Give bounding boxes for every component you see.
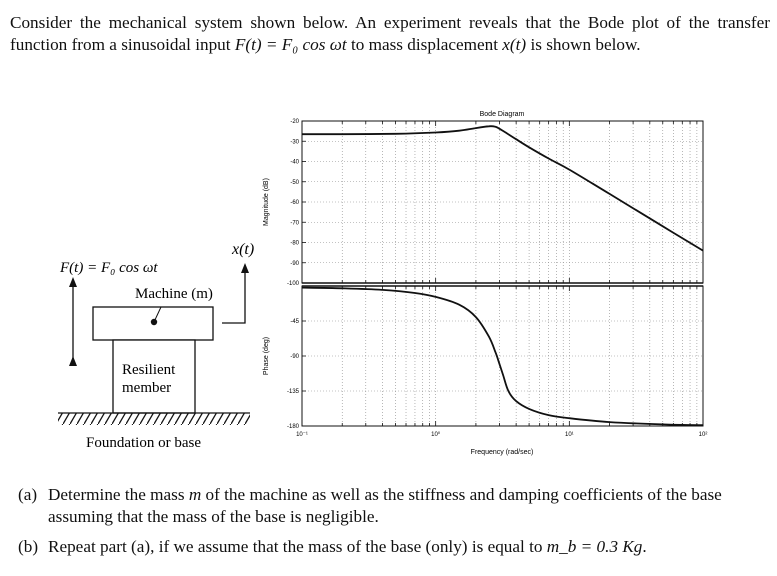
input-expression: F(t) = F₀ cos ωt bbox=[234, 35, 347, 54]
magnitude-tick-label: -80 bbox=[290, 240, 299, 247]
question-text-part: . bbox=[642, 537, 647, 556]
mechanical-diagram bbox=[58, 241, 254, 451]
magnitude-tick-label: -20 bbox=[290, 119, 299, 125]
bode-plot bbox=[263, 111, 707, 456]
ground-hatch bbox=[58, 413, 250, 425]
force-label: F(t) = F₀ cos ωt bbox=[60, 260, 158, 276]
magnitude-tick-label: -50 bbox=[290, 179, 299, 186]
question-text bbox=[48, 484, 768, 528]
magnitude-tick-label: -30 bbox=[290, 139, 299, 146]
figure bbox=[0, 100, 777, 470]
problem-intro bbox=[10, 12, 770, 56]
question-variable: m_b = 0.3 Kg bbox=[546, 537, 643, 556]
phase-tick-label: -180 bbox=[286, 424, 299, 430]
question-variable: m bbox=[188, 485, 202, 504]
x-tick-label: 10⁰ bbox=[431, 432, 441, 438]
magnitude-tick-label: -100 bbox=[286, 281, 299, 287]
question-text bbox=[48, 536, 768, 558]
foundation-label: Foundation or base bbox=[86, 435, 201, 451]
question-text-part: Determine the mass bbox=[48, 485, 189, 504]
machine-mass-dot bbox=[151, 319, 157, 325]
magnitude-tick-label: -70 bbox=[290, 220, 299, 227]
question-a bbox=[18, 484, 768, 528]
phase-series-line bbox=[302, 288, 703, 426]
figure-svg bbox=[0, 100, 777, 470]
magnitude-ylabel: Magnitude (dB) bbox=[263, 178, 270, 226]
member-label-1: Resilient bbox=[122, 362, 176, 378]
phase-tick-label: -90 bbox=[290, 354, 299, 360]
x-tick-label: 10¹ bbox=[564, 432, 574, 438]
x-tick-label: 10² bbox=[698, 432, 708, 438]
phase-ylabel: Phase (deg) bbox=[263, 336, 270, 376]
intro-text-3: is shown below. bbox=[526, 35, 641, 54]
displacement-arrow bbox=[222, 268, 245, 323]
chart-title: Bode Diagram bbox=[479, 111, 525, 118]
magnitude-tick-label: -60 bbox=[290, 200, 299, 206]
intro-text-2: to mass displacement bbox=[346, 35, 503, 54]
output-expression: x(t) bbox=[502, 35, 527, 54]
x-tick-label: 10⁻¹ bbox=[296, 432, 308, 438]
magnitude-tick-label: -40 bbox=[290, 159, 299, 166]
magnitude-series-line bbox=[302, 126, 703, 250]
member-label-2: member bbox=[122, 380, 172, 396]
question-text-part: Repeat part (a), if we assume that the mass of the base (only) is equal to bbox=[48, 537, 547, 556]
question-text-part: of the machine as well as the stiffness and damping coefficients of the base assuming that the mass of the base is negligible. bbox=[48, 485, 722, 526]
question-b bbox=[18, 536, 768, 558]
question-label: (b) bbox=[18, 537, 39, 556]
chart-xlabel: Frequency (rad/sec) bbox=[470, 449, 534, 456]
intro-text-1: Consider the mechanical system shown below. An experiment reveals that the Bode plot of the transfer function from a sinusoidal input bbox=[10, 13, 770, 54]
magnitude-tick-label: -90 bbox=[290, 260, 299, 267]
machine-label: Machine (m) bbox=[135, 286, 213, 302]
question-label: (a) bbox=[18, 485, 38, 504]
questions-list bbox=[18, 484, 768, 566]
phase-tick-label: -45 bbox=[290, 319, 299, 325]
displacement-label: x(t) bbox=[232, 241, 255, 258]
phase-tick-label: -135 bbox=[286, 389, 299, 395]
